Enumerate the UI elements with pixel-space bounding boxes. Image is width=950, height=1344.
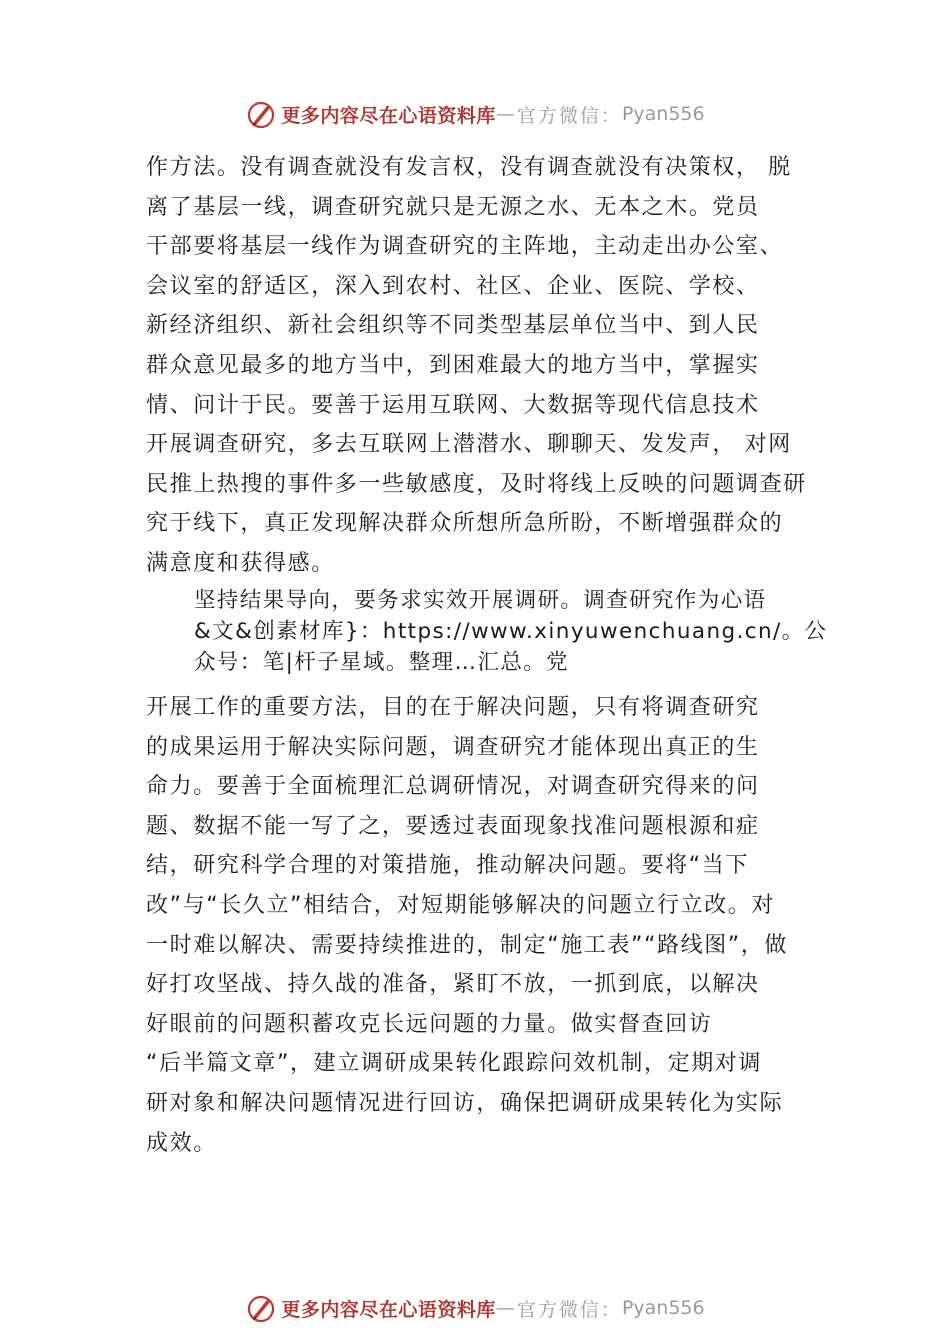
text-line: 一时难以解决、需要持续推进的，制定“施工表”“路线图”，做 bbox=[146, 932, 788, 958]
text-line: 究于线下，真正发现解决群众所想所急所盼，不断增强群众的 bbox=[146, 511, 784, 537]
text-line: 离了基层一线，调查研究就只是无源之水、无本之木。党员 bbox=[146, 194, 760, 220]
footer-separator: — bbox=[495, 1297, 517, 1319]
header-wechat-label: 官方微信： bbox=[516, 104, 622, 127]
text-line: 好打攻坚战、持久战的准备，紧盯不放，一抓到底，以解决 bbox=[146, 972, 760, 998]
text-line: 命力。要善于全面梳理汇总调研情况，对调查研究得来的问 bbox=[146, 774, 760, 800]
text-line: 的成果运用于解决实际问题，调查研究才能体现出真正的生 bbox=[146, 734, 760, 760]
pen-logo-icon bbox=[245, 1292, 277, 1324]
paragraph-2 bbox=[194, 585, 854, 678]
text-line: 满意度和获得感。 bbox=[146, 550, 335, 576]
text-line: 改”与“长久立”相结合，对短期能够解决的问题立行立改。对 bbox=[146, 892, 775, 918]
text-line: “后半篇文章”，建立调研成果转化跟踪问效机制，定期对调 bbox=[146, 1051, 762, 1077]
paragraph-3 bbox=[146, 688, 846, 1163]
text-line: 坚持结果导向，要务求实效开展调研。调查研究作为心语 bbox=[194, 588, 767, 613]
header-separator: — bbox=[495, 103, 517, 125]
footer-wechat-id: Pyan556 bbox=[621, 1297, 705, 1319]
text-line: 好眼前的问题积蓄攻克长远问题的力量。做实督查回访 bbox=[146, 1011, 713, 1037]
header-wechat-id: Pyan556 bbox=[621, 103, 705, 125]
text-line: 开展工作的重要方法，目的在于解决问题，只有将调查研究 bbox=[146, 695, 760, 720]
text-line: 众号：笔|杆子星域。整理…汇总。党 bbox=[194, 650, 570, 675]
footer-banner bbox=[0, 1290, 950, 1326]
text-line: 会议室的舒适区，深入到农村、社区、企业、医院、学校、 bbox=[146, 273, 760, 299]
text-line: 干部要将基层一线作为调查研究的主阵地，主动走出办公室、 bbox=[146, 234, 784, 260]
text-line: &文&创素材库}：https://www.xinyuwenchuang.cn/。公 bbox=[194, 619, 828, 644]
footer-wechat-label: 官方微信： bbox=[516, 1298, 622, 1321]
text-line: 作方法。没有调查就没有发言权，没有调查就没有决策权， 脱 bbox=[146, 155, 792, 180]
pen-logo-icon bbox=[245, 98, 277, 130]
text-line: 成效。 bbox=[146, 1130, 217, 1156]
text-line: 群众意见最多的地方当中，到困难最大的地方当中，掌握实 bbox=[146, 352, 760, 378]
text-line: 民推上热搜的事件多一些敏感度，及时将线上反映的问题调查研 bbox=[146, 471, 807, 497]
text-line: 新经济组织、新社会组织等不同类型基层单位当中、到人民 bbox=[146, 313, 760, 339]
text-line: 结，研究科学合理的对策措施，推动解决问题。要将“当下 bbox=[146, 853, 749, 879]
text-line: 研对象和解决问题情况进行回访，确保把调研成果转化为实际 bbox=[146, 1090, 784, 1116]
text-line: 开展调查研究，多去互联网上潜潜水、聊聊天、发发声， 对网 bbox=[146, 432, 792, 458]
header-banner bbox=[0, 96, 950, 132]
footer-brand-text: 更多内容尽在心语资料库 bbox=[281, 1298, 496, 1321]
header-brand-text: 更多内容尽在心语资料库 bbox=[281, 104, 496, 127]
paragraph-1 bbox=[146, 148, 846, 584]
text-line: 题、数据不能一写了之，要透过表面现象找准问题根源和症 bbox=[146, 813, 760, 839]
text-line: 情、问计于民。要善于运用互联网、大数据等现代信息技术 bbox=[146, 392, 760, 418]
